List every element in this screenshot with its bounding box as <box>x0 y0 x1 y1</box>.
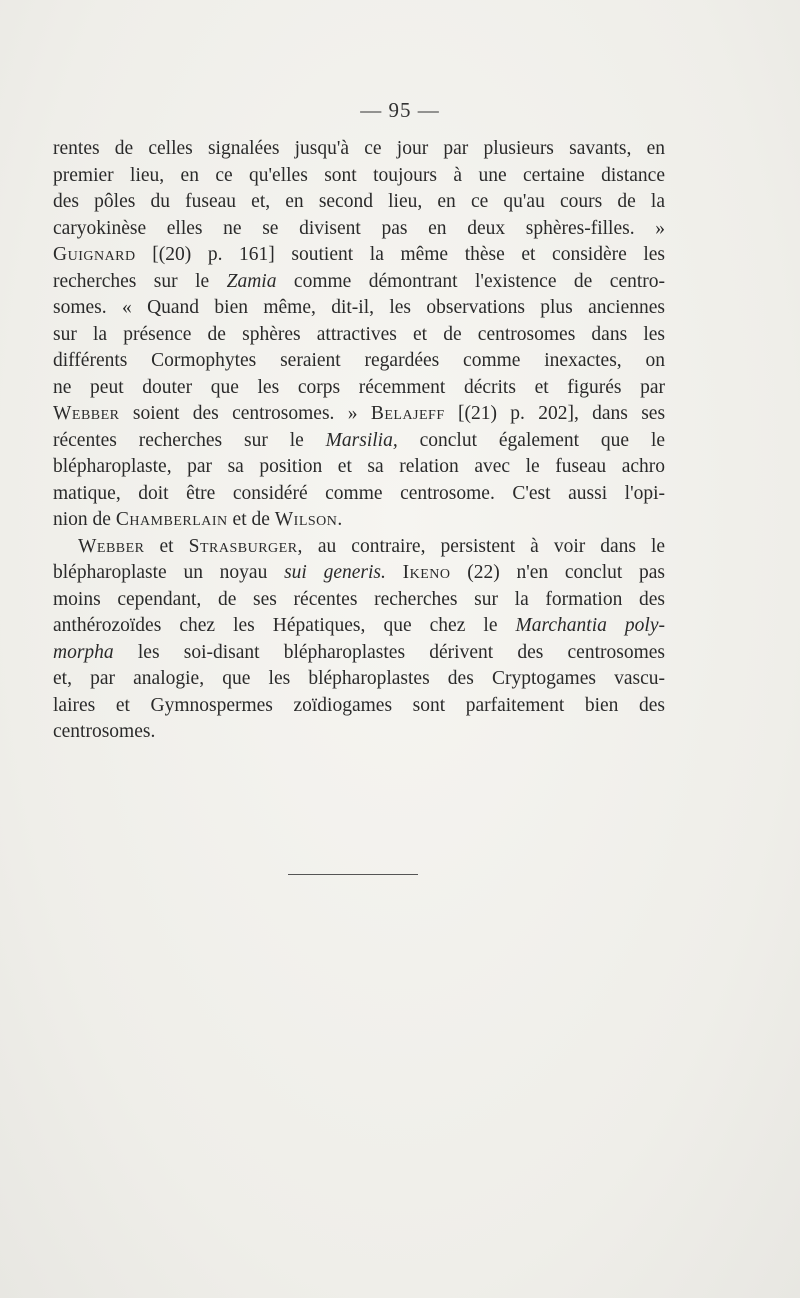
text-line <box>53 560 665 587</box>
text-line: sur la présence de sphères attractives et de centrosomes dans les <box>53 323 665 345</box>
text-line: ne peut douter que les corps récemment décrits et figurés par <box>53 376 665 398</box>
text-line <box>53 507 665 534</box>
genus-name: Marsilia, <box>325 429 398 451</box>
text-line: moins cependant, de ses récentes recherches sur la formation des <box>53 588 665 610</box>
text-span: soient des centrosomes. » <box>132 403 358 424</box>
text-span: recherches sur le <box>53 270 210 292</box>
species-name: Marchantia poly- <box>515 615 665 636</box>
text-span: et de <box>232 509 270 530</box>
text-span: récentes recherches sur le <box>53 429 304 451</box>
body-text <box>53 136 665 746</box>
page-number: — 95 — <box>360 98 440 122</box>
author-name: Belajeff <box>370 403 445 424</box>
text-line: somes. « Quand bien même, dit-il, les observations plus anciennes <box>53 297 665 318</box>
text-line: des pôles du fuseau et, en second lieu, en ce qu'au cours de la <box>53 191 665 212</box>
text-line <box>53 269 665 296</box>
author-name: Chamberlain <box>115 509 228 530</box>
author-name: Guignard <box>53 244 136 265</box>
text-span: les soi-disant blépharoplastes dérivent des centrosomes <box>137 641 666 663</box>
text-span: nion de <box>53 509 111 530</box>
latin-term: sui generis. <box>284 562 386 583</box>
text-line <box>53 534 665 561</box>
text-line: et, par analogie, que les blépharoplastes des Cryptogames vascu- <box>53 668 665 689</box>
genus-name: Zamia <box>226 270 277 292</box>
text-span: anthérozoïdes chez les Hépatiques, que chez le <box>53 615 498 636</box>
author-name: Ikeno <box>402 562 451 583</box>
text-line: matique, doit être considéré comme centrosome. C'est aussi l'opi- <box>53 482 665 504</box>
text-line: laires et Gymnospermes zoïdiogames sont parfaitement bien des <box>53 694 665 716</box>
author-name: Strasburger, <box>188 535 303 557</box>
citation: [(21) p. 202], dans ses <box>457 403 666 424</box>
citation: [(20) p. 161] <box>152 244 275 265</box>
text-line: caryokinèse elles ne se divisent pas en deux sphères-filles. » <box>53 217 665 239</box>
text-span: conclut également que le <box>419 429 666 451</box>
text-line <box>53 428 665 455</box>
text-line: blépharoplaste, par sa position et sa relation avec le fuseau achro <box>53 456 665 477</box>
text-line <box>53 613 665 640</box>
author-name: Webber <box>53 403 120 424</box>
text-line <box>53 401 665 428</box>
species-name: morpha <box>53 641 114 663</box>
author-name: Webber <box>78 535 145 557</box>
text-line: centrosomes. <box>53 721 156 742</box>
text-line: premier lieu, en ce qu'elles sont toujours à une certaine distance <box>53 164 665 186</box>
text-line: rentes de celles signalées jusqu'à ce jour par plusieurs savants, en <box>53 138 665 159</box>
text-span: comme démontrant l'existence de centro- <box>293 270 666 292</box>
text-line <box>53 640 665 667</box>
text-span: soutient la même thèse et considère les <box>291 244 666 265</box>
text-span: au contraire, persistent à voir dans le <box>317 535 666 557</box>
text-span: (22) n'en conclut pas <box>467 562 666 583</box>
text-span: et <box>159 535 174 557</box>
text-line: différents Cormophytes seraient regardées comme inexactes, on <box>53 350 665 371</box>
end-rule <box>288 874 418 875</box>
author-name: Wilson. <box>274 509 343 530</box>
text-line <box>53 242 665 269</box>
text-span: blépharoplaste un noyau <box>53 562 268 583</box>
